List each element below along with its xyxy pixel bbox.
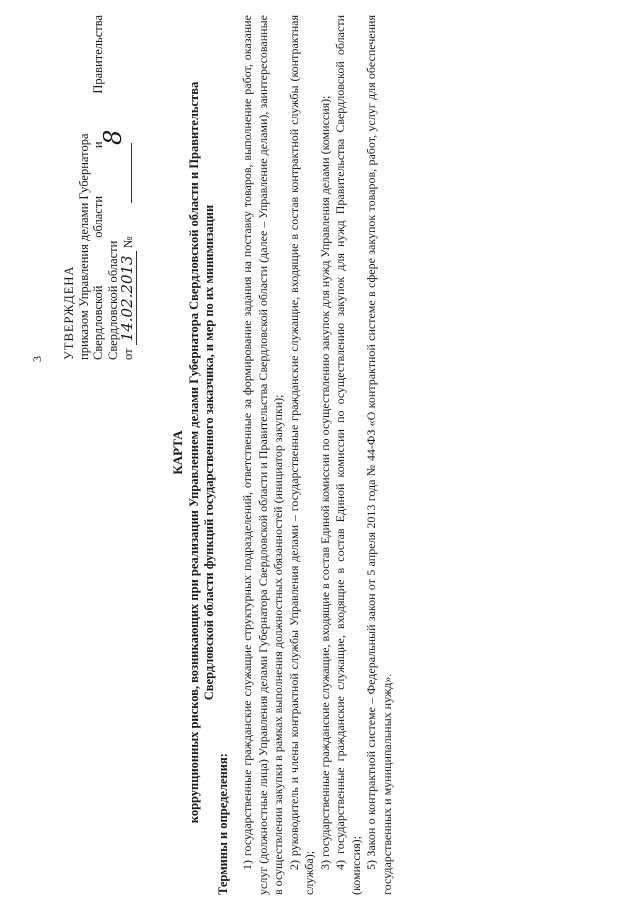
- date-prefix: от: [121, 348, 135, 360]
- approval-heading: УТВЕРЖДЕНА: [62, 265, 76, 360]
- approval-line-2: Свердловской области и Правительства: [91, 15, 105, 360]
- definition-paragraph: 2) руководитель и члены контрактной службы Управления делами – государственные гражданские служащие, входящие в состав контрактной службы (контрактная служба);: [286, 15, 316, 895]
- number-underline: [131, 143, 132, 203]
- handwritten-number: 8: [99, 129, 127, 145]
- handwritten-date: 14.02.2013: [118, 251, 137, 345]
- definition-paragraph: 5) Закон о контрактной системе – Федеральный закон от 5 апреля 2013 года № 44-ФЗ «О контрактной системе в сфере закупок товаров, работ, услуг для обеспечения государственных и муниципальных нужд».: [364, 15, 394, 895]
- number-prefix: №: [121, 236, 135, 249]
- approval-line-1: приказом Управления делами Губернатора: [76, 133, 91, 360]
- title-main: КАРТА: [170, 430, 185, 475]
- definition-paragraph: 3) государственные гражданские служащие, входящие в состав Единой комиссии по осуществлению закупок для нужд Управления делами (комиссия);: [317, 95, 332, 870]
- document-title: [170, 10, 217, 895]
- definition-paragraph: 1) государственные гражданские служащие структурных подразделений, ответственные за формирование задания на поставку товаров, выполнение работ, оказание услуг (должностные лица) Управления делами Губернатора Свердловской области и Правительства Свердловской области (далее – Управление делами), заинтересованные в осуществлении закупки в рамках выполнения должностных обязанностей (инициатор закупки);: [240, 15, 285, 895]
- title-line-2: Свердловской области функций государственного заказчика, и мер по их минимизации: [202, 204, 216, 701]
- title-line-1: коррупционных рисков, возникающих при реализации Управлением делами Губернатора Свердловской области и Правительства: [187, 81, 201, 824]
- definition-paragraph: 4) государственные гражданские служащие, входящие в состав Единой комиссии по осуществлению закупок для нужд Правительства Свердловской области (комиссия);: [333, 15, 363, 895]
- definitions-body: [240, 15, 395, 895]
- approval-line-3: Свердловской области: [105, 240, 120, 360]
- approval-block: [62, 15, 136, 360]
- terms-heading: Термины и определения:: [216, 753, 230, 895]
- page-number: 3: [30, 356, 44, 362]
